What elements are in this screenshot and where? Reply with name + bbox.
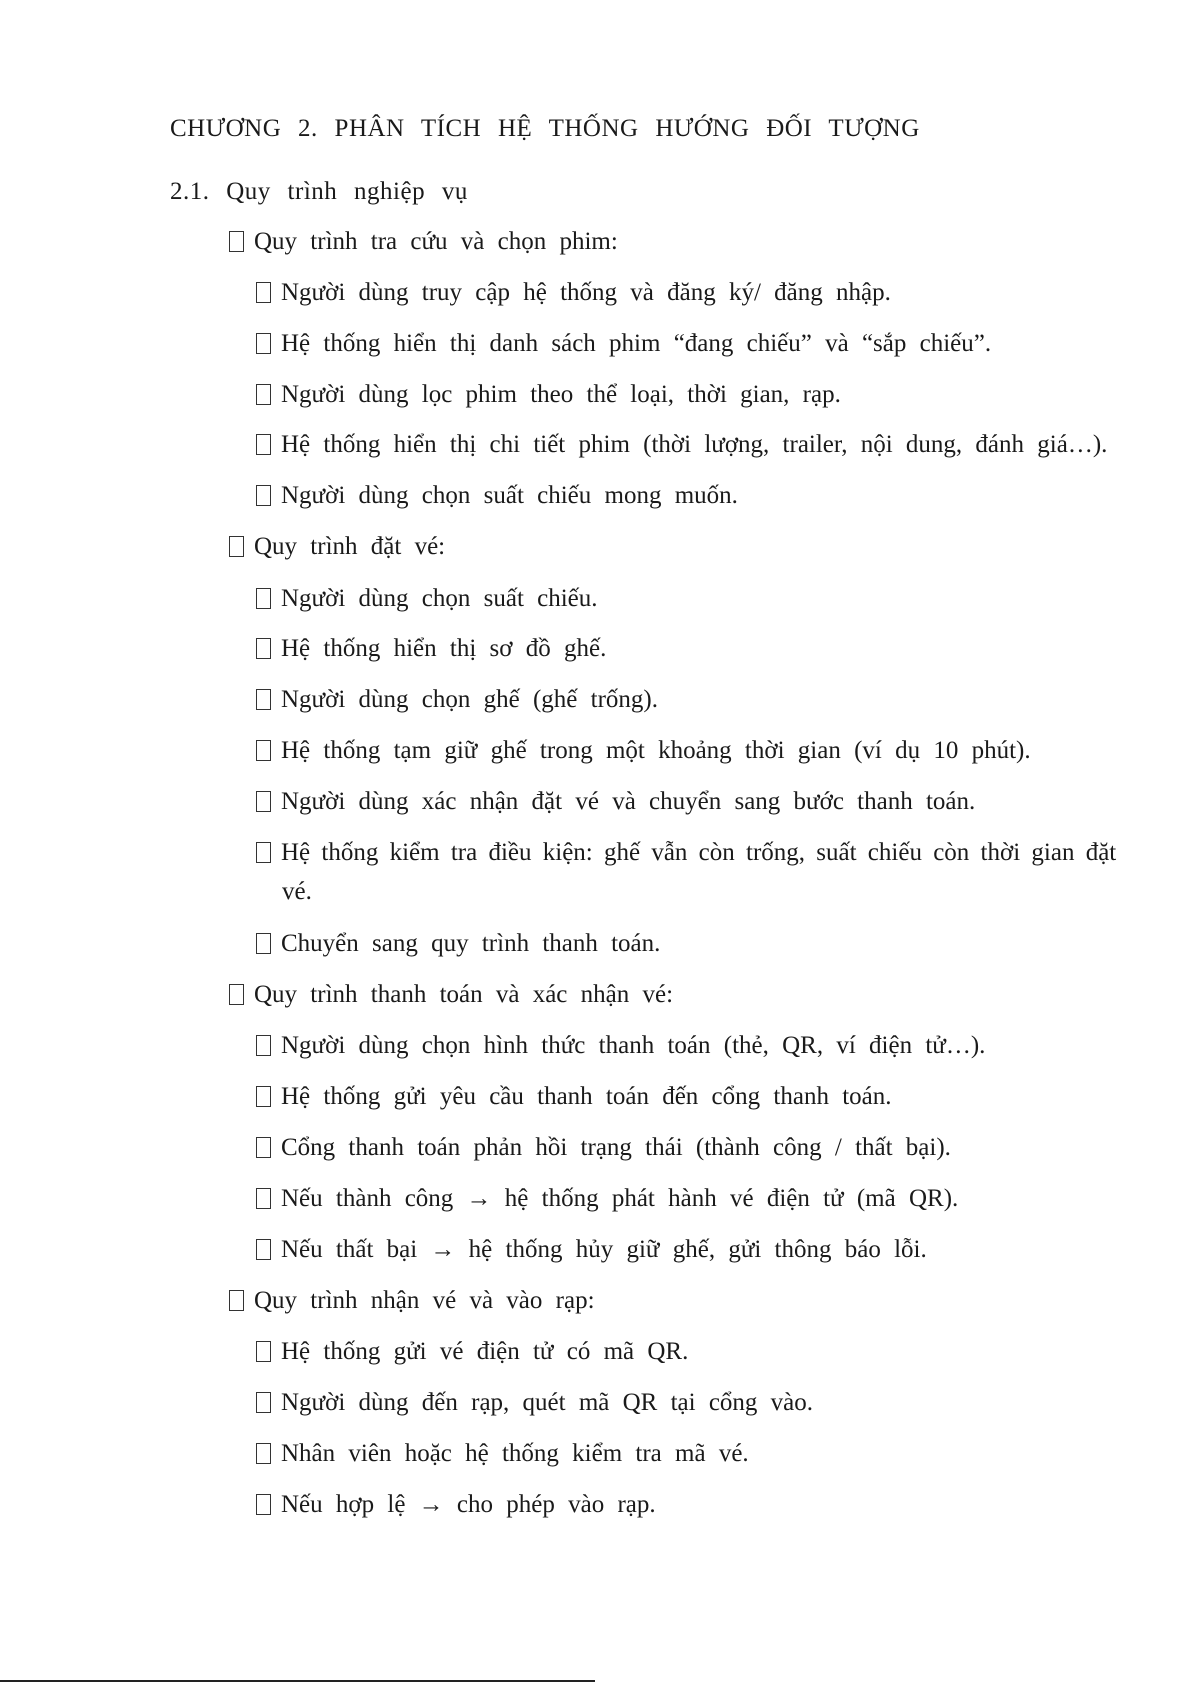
bullet-icon [256,1137,271,1158]
bullet-icon [256,1341,271,1362]
bullet-icon [256,434,271,455]
chapter-title: CHƯƠNG 2. PHÂN TÍCH HỆ THỐNG HƯỚNG ĐỐI TƯỢNG [170,115,920,142]
step-text: Nếu thất bại → hệ thống hủy giữ ghế, gửi thông báo lỗi. [281,1236,927,1263]
step-text: Hệ thống hiển thị danh sách phim “đang chiếu” và “sắp chiếu”. [281,330,992,357]
step-text: Hệ thống hiển thị sơ đồ ghế. [281,635,607,662]
list-item [256,1337,688,1367]
bullet-icon [229,536,244,557]
list-item [256,1133,951,1163]
step-text: Người dùng chọn suất chiếu. [281,585,598,612]
bullet-icon [229,984,244,1005]
step-text: Nếu hợp lệ → cho phép vào rạp. [281,1491,656,1518]
bullet-icon [256,1086,271,1107]
step-text: Người dùng chọn hình thức thanh toán (thẻ, QR, ví điện tử…). [281,1032,986,1059]
step-text: Cổng thanh toán phản hồi trạng thái (thành công / thất bại). [281,1134,951,1161]
bullet-icon [256,1392,271,1413]
bullet-icon [256,384,271,405]
step-text: Người dùng lọc phim theo thể loại, thời gian, rạp. [281,381,841,408]
list-item [256,787,975,817]
process-heading [229,1286,595,1316]
process-title: Quy trình tra cứu và chọn phim: [254,228,618,255]
step-text: Hệ thống tạm giữ ghế trong một khoảng thời gian (ví dụ 10 phút). [281,737,1031,764]
list-item [256,278,891,308]
section-title: 2.1. Quy trình nghiệp vụ [170,178,468,205]
step-text: Nếu thành công → hệ thống phát hành vé điện tử (mã QR). [281,1185,959,1212]
list-item [256,736,1031,766]
bullet-icon [229,231,244,252]
process-heading [229,227,618,257]
bullet-icon [256,791,271,812]
bullet-icon [256,842,271,863]
list-item [256,380,841,410]
bullet-icon [256,689,271,710]
step-text: Hệ thống kiểm tra điều kiện: ghế vẫn còn trống, suất chiếu còn thời gian đặt [281,839,1117,866]
page-bottom-rule [0,1680,595,1682]
list-item [256,929,660,959]
step-text: Người dùng đến rạp, quét mã QR tại cổng vào. [281,1389,814,1416]
bullet-icon [256,333,271,354]
process-heading [229,532,445,562]
list-item [256,481,738,511]
bullet-icon [256,485,271,506]
bullet-icon [256,933,271,954]
bullet-icon [229,1290,244,1311]
process-title: Quy trình đặt vé: [254,533,446,560]
step-text: Hệ thống gửi vé điện tử có mã QR. [281,1338,689,1365]
list-item [256,430,1107,460]
list-item [256,685,658,715]
list-item [256,584,598,614]
step-text-continuation: vé. [282,878,312,905]
list-item [256,1490,656,1520]
list-item [256,1439,749,1469]
step-text: Nhân viên hoặc hệ thống kiểm tra mã vé. [281,1440,749,1467]
bullet-icon [256,1188,271,1209]
bullet-icon [256,638,271,659]
step-text: Người dùng chọn suất chiếu mong muốn. [281,482,738,509]
bullet-icon [256,1494,271,1515]
list-item [256,838,1116,868]
step-text: Chuyển sang quy trình thanh toán. [281,930,661,957]
list-item [256,1184,958,1214]
step-text: Người dùng truy cập hệ thống và đăng ký/ đăng nhập. [281,279,891,306]
bullet-icon [256,588,271,609]
bullet-icon [256,282,271,303]
list-item [256,1235,927,1265]
list-item [256,329,991,359]
list-item [256,1082,892,1112]
step-text: Người dùng chọn ghế (ghế trống). [281,686,658,713]
list-item [256,634,606,664]
bullet-icon [256,740,271,761]
process-heading [229,980,673,1010]
step-text: Hệ thống gửi yêu cầu thanh toán đến cổng thanh toán. [281,1083,892,1110]
step-text: Hệ thống hiển thị chi tiết phim (thời lượng, trailer, nội dung, đánh giá…). [281,431,1108,458]
process-title: Quy trình nhận vé và vào rạp: [254,1287,595,1314]
bullet-icon [256,1035,271,1056]
process-title: Quy trình thanh toán và xác nhận vé: [254,981,674,1008]
list-item [256,1031,985,1061]
bullet-icon [256,1443,271,1464]
bullet-icon [256,1239,271,1260]
list-item [256,1388,813,1418]
step-text: Người dùng xác nhận đặt vé và chuyển sang bước thanh toán. [281,788,976,815]
